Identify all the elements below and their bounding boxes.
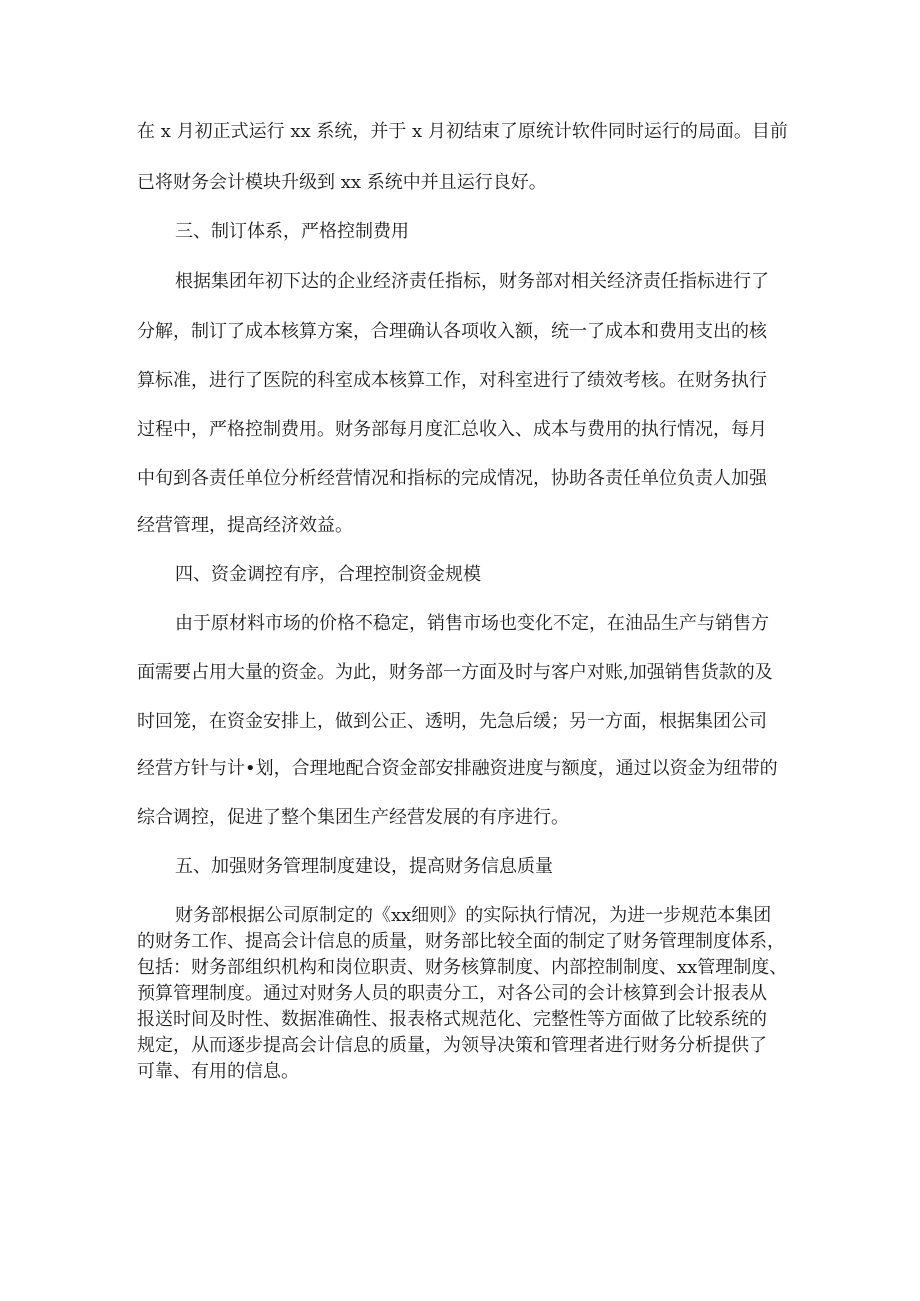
- section-3-line: 过程中，严格控制费用。财务部每月度汇总收入、成本与费用的执行情况，每月: [137, 419, 767, 440]
- section-4-line: 综合调控，促进了整个集团生产经营发展的有序进行。: [137, 807, 569, 828]
- section-3-line: 经营管理，提高经济效益。: [137, 515, 353, 536]
- section-3-line: 算标准，进行了医院的科室成本核算工作，对科室进行了绩效考核。在财务执行: [137, 370, 767, 391]
- section-4-line: 经营方针与计•划，合理地配合资金部安排融资进度与额度，通过以资金为纽带的: [137, 758, 778, 779]
- section-5-line: 的财务工作、提高会计信息的质量，财务部比较全面的制定了财务管理制度体系，: [137, 931, 785, 952]
- section-3-heading: 三、制订体系，严格控制费用: [175, 221, 409, 242]
- section-5-line: 可靠、有用的信息。: [137, 1061, 299, 1082]
- intro-line-1: 在 x 月初正式运行 xx 系统，并于 x 月初结束了原统计软件同时运行的局面。目前: [137, 121, 788, 142]
- section-5-line: 预算管理制度。通过对财务人员的职责分工，对各公司的会计核算到会计报表从: [137, 983, 767, 1004]
- section-5-line: 包括：财务部组织机构和岗位职责、财务核算制度、内部控制制度、xx管理制度、: [137, 957, 788, 978]
- section-4-line: 面需要占用大量的资金。为此，财务部一方面及时与客户对账,加强销售货款的及: [137, 662, 773, 683]
- section-3-line: 根据集团年初下达的企业经济责任指标，财务部对相关经济责任指标进行了: [175, 271, 769, 292]
- section-5-line: 财务部根据公司原制定的《xx细则》的实际执行情况，为进一步规范本集团: [175, 905, 772, 926]
- section-5-line: 报送时间及时性、数据准确性、报表格式规范化、完整性等方面做了比较系统的: [137, 1009, 767, 1030]
- section-3-line: 中旬到各责任单位分析经营情况和指标的完成情况，协助各责任单位负责人加强: [137, 468, 767, 489]
- section-5-heading: 五、加强财务管理制度建设，提高财务信息质量: [175, 856, 553, 877]
- intro-line-2: 已将财务会计模块升级到 xx 系统中并且运行良好。: [137, 172, 547, 193]
- section-5-line: 规定，从而逐步提高会计信息的质量，为领导决策和管理者进行财务分析提供了: [137, 1035, 767, 1056]
- section-4-line: 由于原材料市场的价格不稳定，销售市场也变化不定，在油品生产与销售方: [175, 613, 769, 634]
- section-4-line: 时回笼，在资金安排上，做到公正、透明，先急后缓；另一方面，根据集团公司: [137, 711, 767, 732]
- section-3-line: 分解，制订了成本核算方案，合理确认各项收入额，统一了成本和费用支出的核: [137, 321, 767, 342]
- section-4-heading: 四、资金调控有序，合理控制资金规模: [175, 564, 481, 585]
